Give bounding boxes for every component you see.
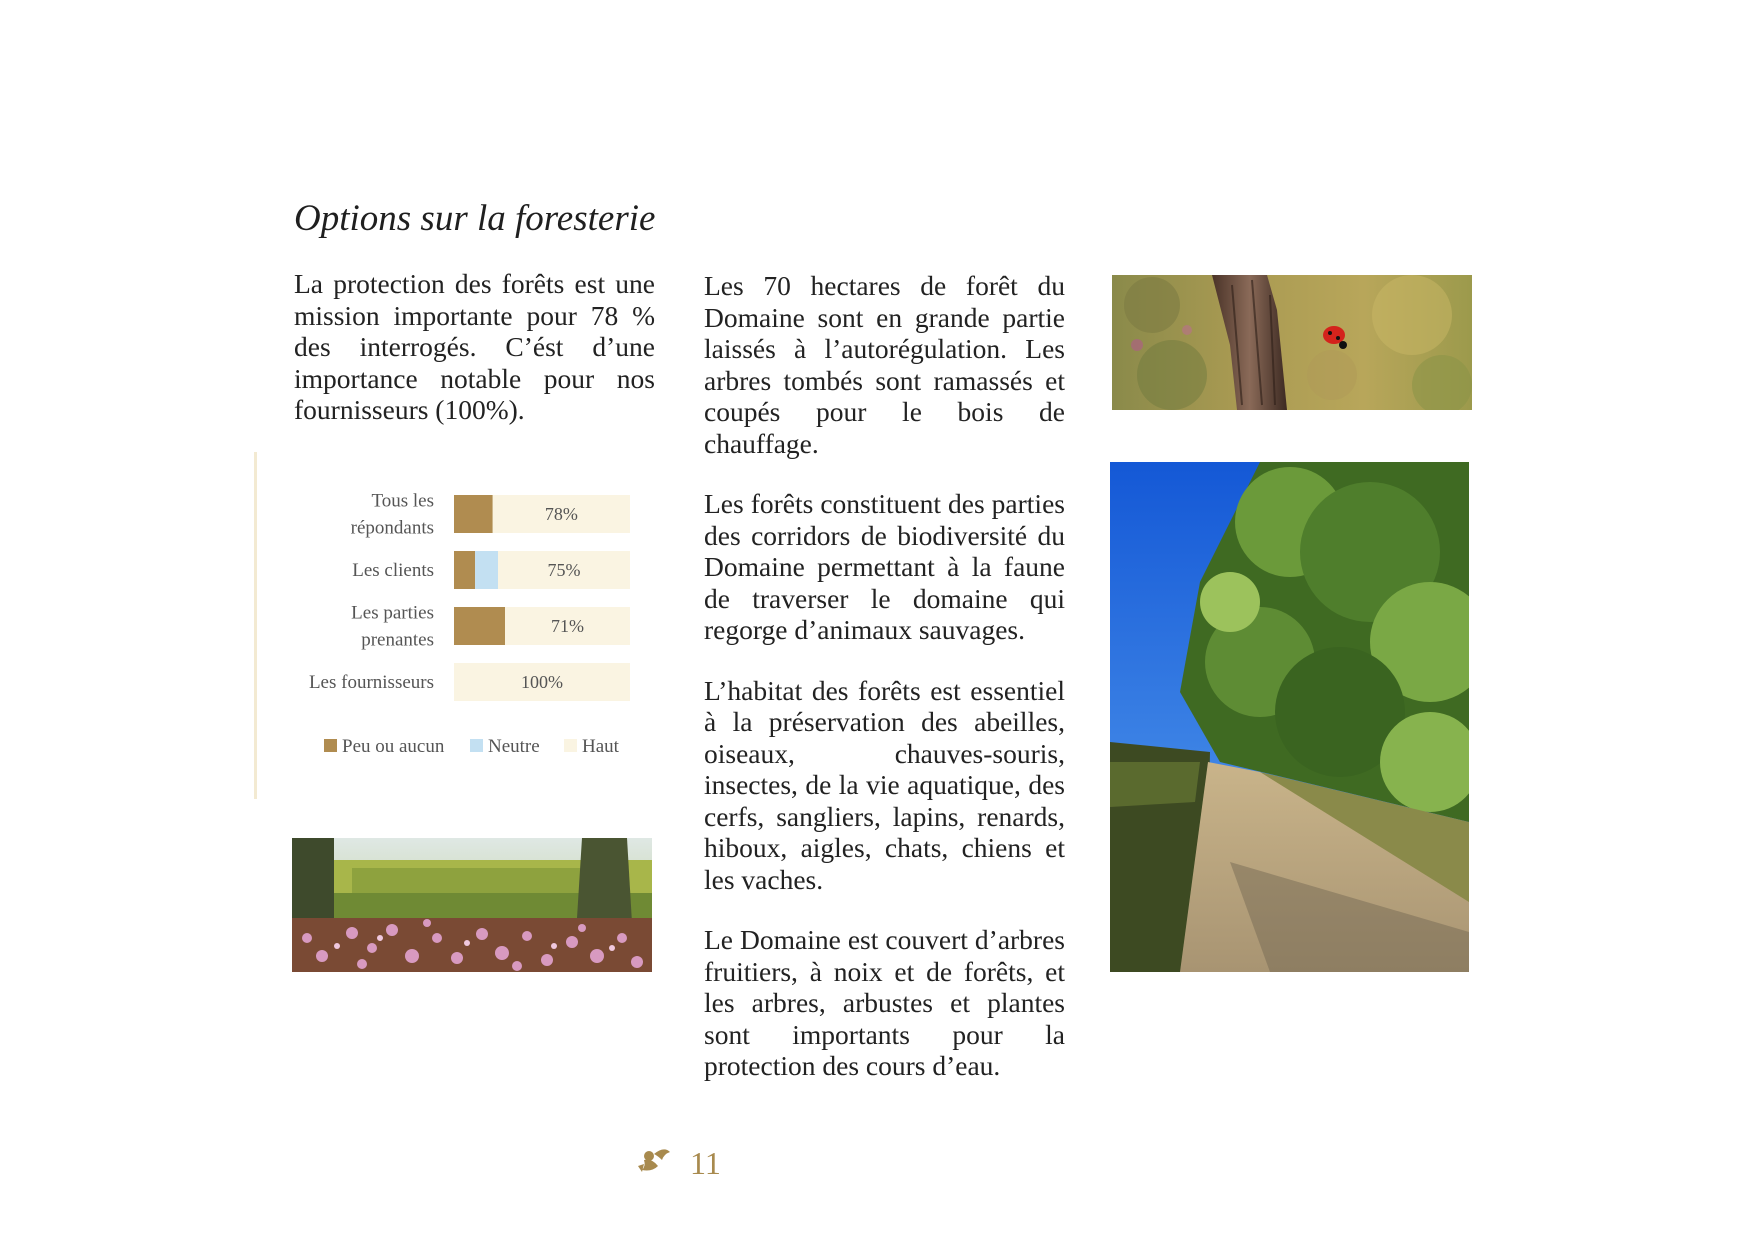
page-title: Options sur la foresterie bbox=[294, 198, 656, 239]
category-label: Tous les bbox=[371, 490, 434, 512]
legend-swatch bbox=[564, 739, 577, 752]
category-label: Les parties bbox=[351, 602, 434, 624]
forest-path-photo bbox=[1110, 462, 1469, 972]
bar-segment bbox=[454, 495, 493, 533]
chart-divider bbox=[254, 452, 257, 799]
legend-swatch bbox=[324, 739, 337, 752]
paragraph-forest-habitat: L’habitat des forêts est essentiel à la préservation des abeilles, oiseaux, chauves-souris, insectes, de la vie aquatique, des cerfs, sangliers, lapins, renards, hiboux, aigles, chats, chiens et les vaches. bbox=[704, 674, 1065, 895]
data-label: 75% bbox=[547, 560, 581, 580]
forestry-importance-chart bbox=[292, 478, 652, 778]
bar-segment bbox=[475, 551, 498, 589]
cherub-icon bbox=[634, 1146, 674, 1176]
paragraph-biodiversity-corridors: Les forêts constituent des parties des corridors de biodiversité du Domaine permettant à la faune de traverser le domaine qui regorge d’animaux sauvages. bbox=[704, 488, 1065, 645]
legend-label: Haut bbox=[582, 736, 619, 757]
data-label: 71% bbox=[551, 616, 585, 636]
data-label: 100% bbox=[521, 672, 563, 692]
bar-segment bbox=[454, 607, 505, 645]
legend-label: Peu ou aucun bbox=[342, 736, 445, 757]
tree-trunk-ladybug-photo bbox=[1112, 275, 1472, 410]
body-text-column bbox=[704, 270, 1065, 1082]
data-label: 78% bbox=[544, 504, 578, 524]
category-label: répondants bbox=[350, 517, 434, 539]
bar-segment bbox=[454, 551, 475, 589]
paragraph-fruit-trees: Le Domaine est couvert d’arbres fruitiers, à noix et de forêts, et les arbres, arbustes et plantes sont importants pour la protection des cours d’eau. bbox=[704, 924, 1065, 1081]
cyclamen-flowers-photo bbox=[292, 838, 652, 972]
category-label: prenantes bbox=[361, 629, 434, 651]
page-number: 11 bbox=[690, 1145, 721, 1181]
legend-label: Neutre bbox=[488, 736, 540, 757]
paragraph-forest-hectares: Les 70 hectares de forêt du Domaine sont en grande partie laissés à l’autorégulation. Les arbres tombés sont ramassés et coupés pour le bois de chauffage. bbox=[704, 270, 1065, 459]
legend-swatch bbox=[470, 739, 483, 752]
intro-paragraph: La protection des forêts est une mission importante pour 78 % des interrogés. C’ést d’une importance notable pour nos fournisseurs (100%). bbox=[294, 268, 655, 425]
category-label: Les clients bbox=[352, 560, 434, 581]
category-label: Les fournisseurs bbox=[308, 672, 434, 693]
